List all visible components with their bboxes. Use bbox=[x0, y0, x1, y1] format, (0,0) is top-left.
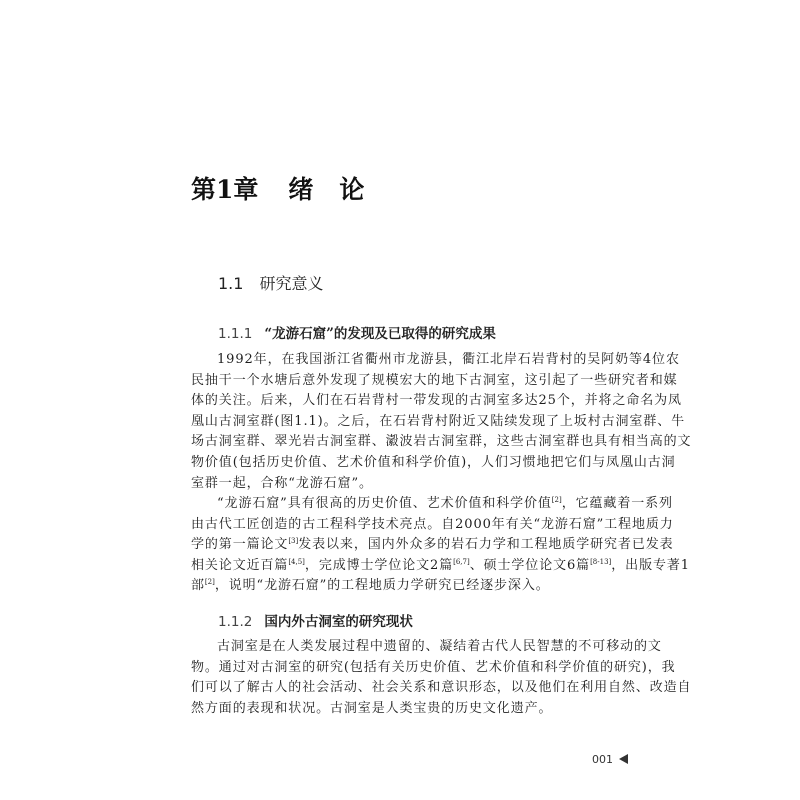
paragraph bbox=[191, 494, 690, 597]
chapter-number: 第1章 bbox=[191, 175, 259, 204]
page-number-text: 001 bbox=[592, 753, 613, 766]
paragraph bbox=[191, 637, 692, 719]
paragraph-line: 们可以了解古人的社会活动、社会关系和意识形态，以及他们在利用自然、改造自 bbox=[191, 680, 692, 696]
paragraph-line: 物。通过对古洞室的研究(包括有关历史价值、艺术价值和科学价值的研究)，我 bbox=[191, 659, 676, 675]
citation-ref[interactable]: [2] bbox=[204, 578, 215, 587]
subsection-number: 1.1.1 bbox=[218, 326, 253, 342]
paragraph-line: 相关论文近百篇[4,5]，完成博士学位论文2篇[6,7]、硕士学位论文6篇[8-13]，出版专著1 bbox=[191, 557, 690, 573]
paragraph-line: 古洞室是在人类发展过程中遗留的、凝结着古代人民智慧的不可移动的文 bbox=[217, 639, 662, 654]
paragraph-line: 物价值(包括历史价值、艺术价值和科学价值)，人们习惯地把它们与凤凰山古洞 bbox=[191, 454, 676, 470]
section-number: 1.1 bbox=[218, 274, 244, 293]
paragraph-line: 学的第一篇论文[3]发表以来，国内外众多的岩石力学和工程地质学研究者已发表 bbox=[191, 537, 674, 553]
section-heading bbox=[218, 271, 323, 294]
subsection-title: “龙游石窟”的发现及已取得的研究成果 bbox=[264, 326, 496, 342]
paragraph-line: 1992年，在我国浙江省衢州市龙游县，衢江北岸石岩背村的吴阿奶等4位农 bbox=[217, 352, 680, 367]
paragraph-line: 然方面的表现和状况。古洞室是人类宝贵的历史文化遗产。 bbox=[191, 700, 553, 716]
subsection-heading bbox=[218, 322, 496, 342]
subsection-title: 国内外古洞室的研究现状 bbox=[264, 614, 413, 630]
citation-ref[interactable]: [4,5] bbox=[288, 557, 305, 566]
paragraph-line: 凰山古洞室群(图1.1)。之后，在石岩背村附近又陆续发现了上坂村古洞室群、牛 bbox=[191, 413, 686, 429]
left-triangle-icon bbox=[619, 754, 628, 764]
paragraph-line: 由古代工匠创造的古工程科学技术亮点。自2000年有关“龙游石窟”工程地质力 bbox=[191, 516, 674, 532]
paragraph-line: 部[2]，说明“龙游石窟”的工程地质力学研究已经逐步深入。 bbox=[191, 578, 550, 594]
paragraph-line: 场古洞室群、翠光岩古洞室群、瀫波岩古洞室群，这些古洞室群也具有相当高的文 bbox=[191, 434, 692, 450]
citation-ref[interactable]: [3] bbox=[288, 537, 299, 546]
paragraph bbox=[191, 350, 692, 494]
subsection-number: 1.1.2 bbox=[218, 614, 253, 630]
citation-ref[interactable]: [2] bbox=[551, 496, 562, 504]
paragraph-line: 体的关注。后来，人们在石岩背村一带发现的古洞室多达25个，并将之命名为凤 bbox=[191, 393, 682, 409]
paragraph-line: “龙游石窟”具有很高的历史价值、艺术价值和科学价值[2]，它蕴藏着一系列 bbox=[217, 496, 673, 511]
subsection-heading bbox=[218, 610, 413, 630]
citation-ref[interactable]: [8-13] bbox=[590, 557, 612, 566]
chapter-title-part2: 论 bbox=[339, 175, 365, 204]
section-title: 研究意义 bbox=[259, 274, 324, 293]
paragraph-line: 民抽干一个水塘后意外发现了规模宏大的地下古洞室，这引起了一些研究者和媒 bbox=[191, 372, 678, 388]
page-number bbox=[592, 753, 628, 766]
citation-ref[interactable]: [6,7] bbox=[453, 557, 470, 566]
paragraph-line: 室群一起，合称“龙游石窟”。 bbox=[191, 475, 373, 491]
chapter-title-part1: 绪 bbox=[288, 175, 314, 204]
chapter-title bbox=[191, 170, 364, 206]
